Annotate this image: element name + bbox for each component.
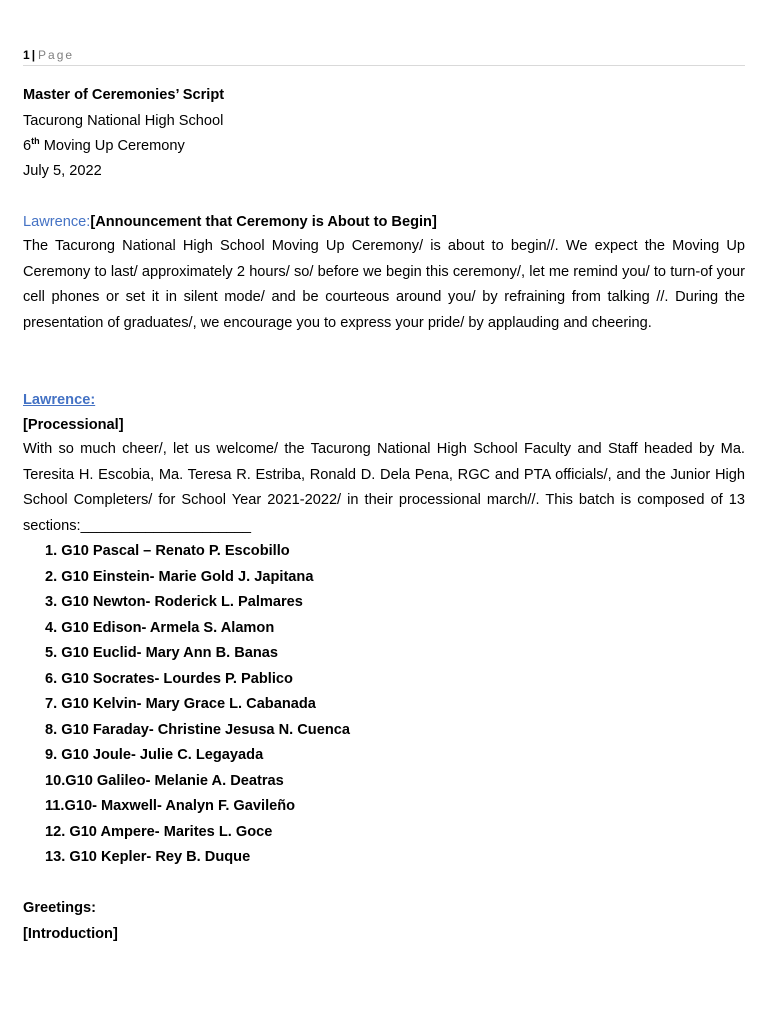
list-item: 3. G10 Newton- Roderick L. Palmares [45, 594, 303, 610]
section1-body: The Tacurong National High School Moving Up Ceremony/ is about to begin//. We expect the Moving Up Ceremony to last/ approximately 2 hours/ so/ before we begin this ceremony/, let me remind you/ to turn-of your cell phones or set it in silent mode/ and be courteous around you/ by refraining from talking //. During the presentation of graduates/, we encourage you to express your pride/ by applauding and cheering. [23, 238, 745, 331]
list-item: 10.G10 Galileo- Melanie A. Deatras [45, 772, 284, 789]
list-item: 6. G10 Socrates- Lourdes P. Pablico [45, 670, 293, 687]
page-separator: | [31, 48, 36, 62]
section2-speaker: Lawrence: [23, 392, 96, 408]
ceremony-name [23, 136, 185, 156]
greetings-heading: Greetings: [23, 900, 96, 916]
list-item: 12. G10 Ampere- Marites L. Goce [45, 823, 273, 840]
list-item: 5. G10 Euclid- Mary Ann B. Banas [45, 645, 279, 661]
page-label: Page [38, 48, 75, 62]
ceremony-ordinal: 6 [23, 138, 32, 154]
section-list [45, 539, 350, 871]
list-item: 13. G10 Kepler- Rey B. Duque [45, 849, 251, 865]
list-item: 8. G10 Faraday- Christine Jesusa N. Cuenca [45, 721, 350, 738]
ceremony-ordinal-suffix: th [31, 136, 40, 147]
section2-body: With so much cheer/, let us welcome/ the Tacurong National High School Faculty and Staff headed by Ma. Teresita H. Escobia, Ma. Teresa R. Estriba, Ronald D. Dela Pena, RGC and PTA officials/, and the Junior High School Completers/ for School Year 2021-2022/ in their processional march//. This batch is composed of 13 sections:_____________________ [23, 441, 745, 534]
school-name: Tacurong National High School [23, 113, 224, 129]
script-title: Master of Ceremonies’ Script [23, 87, 225, 103]
list-item: 9. G10 Joule- Julie C. Legayada [45, 747, 264, 763]
introduction-cue: [Introduction] [23, 926, 118, 942]
list-item: 1. G10 Pascal – Renato P. Escobillo [45, 543, 290, 559]
section1-speaker: Lawrence: [23, 214, 91, 230]
ceremony-date: July 5, 2022 [23, 163, 102, 179]
list-item: 11.G10- Maxwell- Analyn F. Gavileño [45, 798, 296, 814]
ceremony-title: Moving Up Ceremony [43, 138, 185, 154]
page-header [23, 47, 745, 66]
page-number: 1 [23, 48, 30, 62]
section2-cue: [Processional] [23, 417, 124, 433]
list-item: 7. G10 Kelvin- Mary Grace L. Cabanada [45, 696, 316, 712]
list-item: 2. G10 Einstein- Marie Gold J. Japitana [45, 568, 314, 585]
list-item: 4. G10 Edison- Armela S. Alamon [45, 619, 275, 636]
section1-heading [23, 212, 437, 232]
section1-cue: [Announcement that Ceremony is About to Begin] [90, 214, 437, 230]
